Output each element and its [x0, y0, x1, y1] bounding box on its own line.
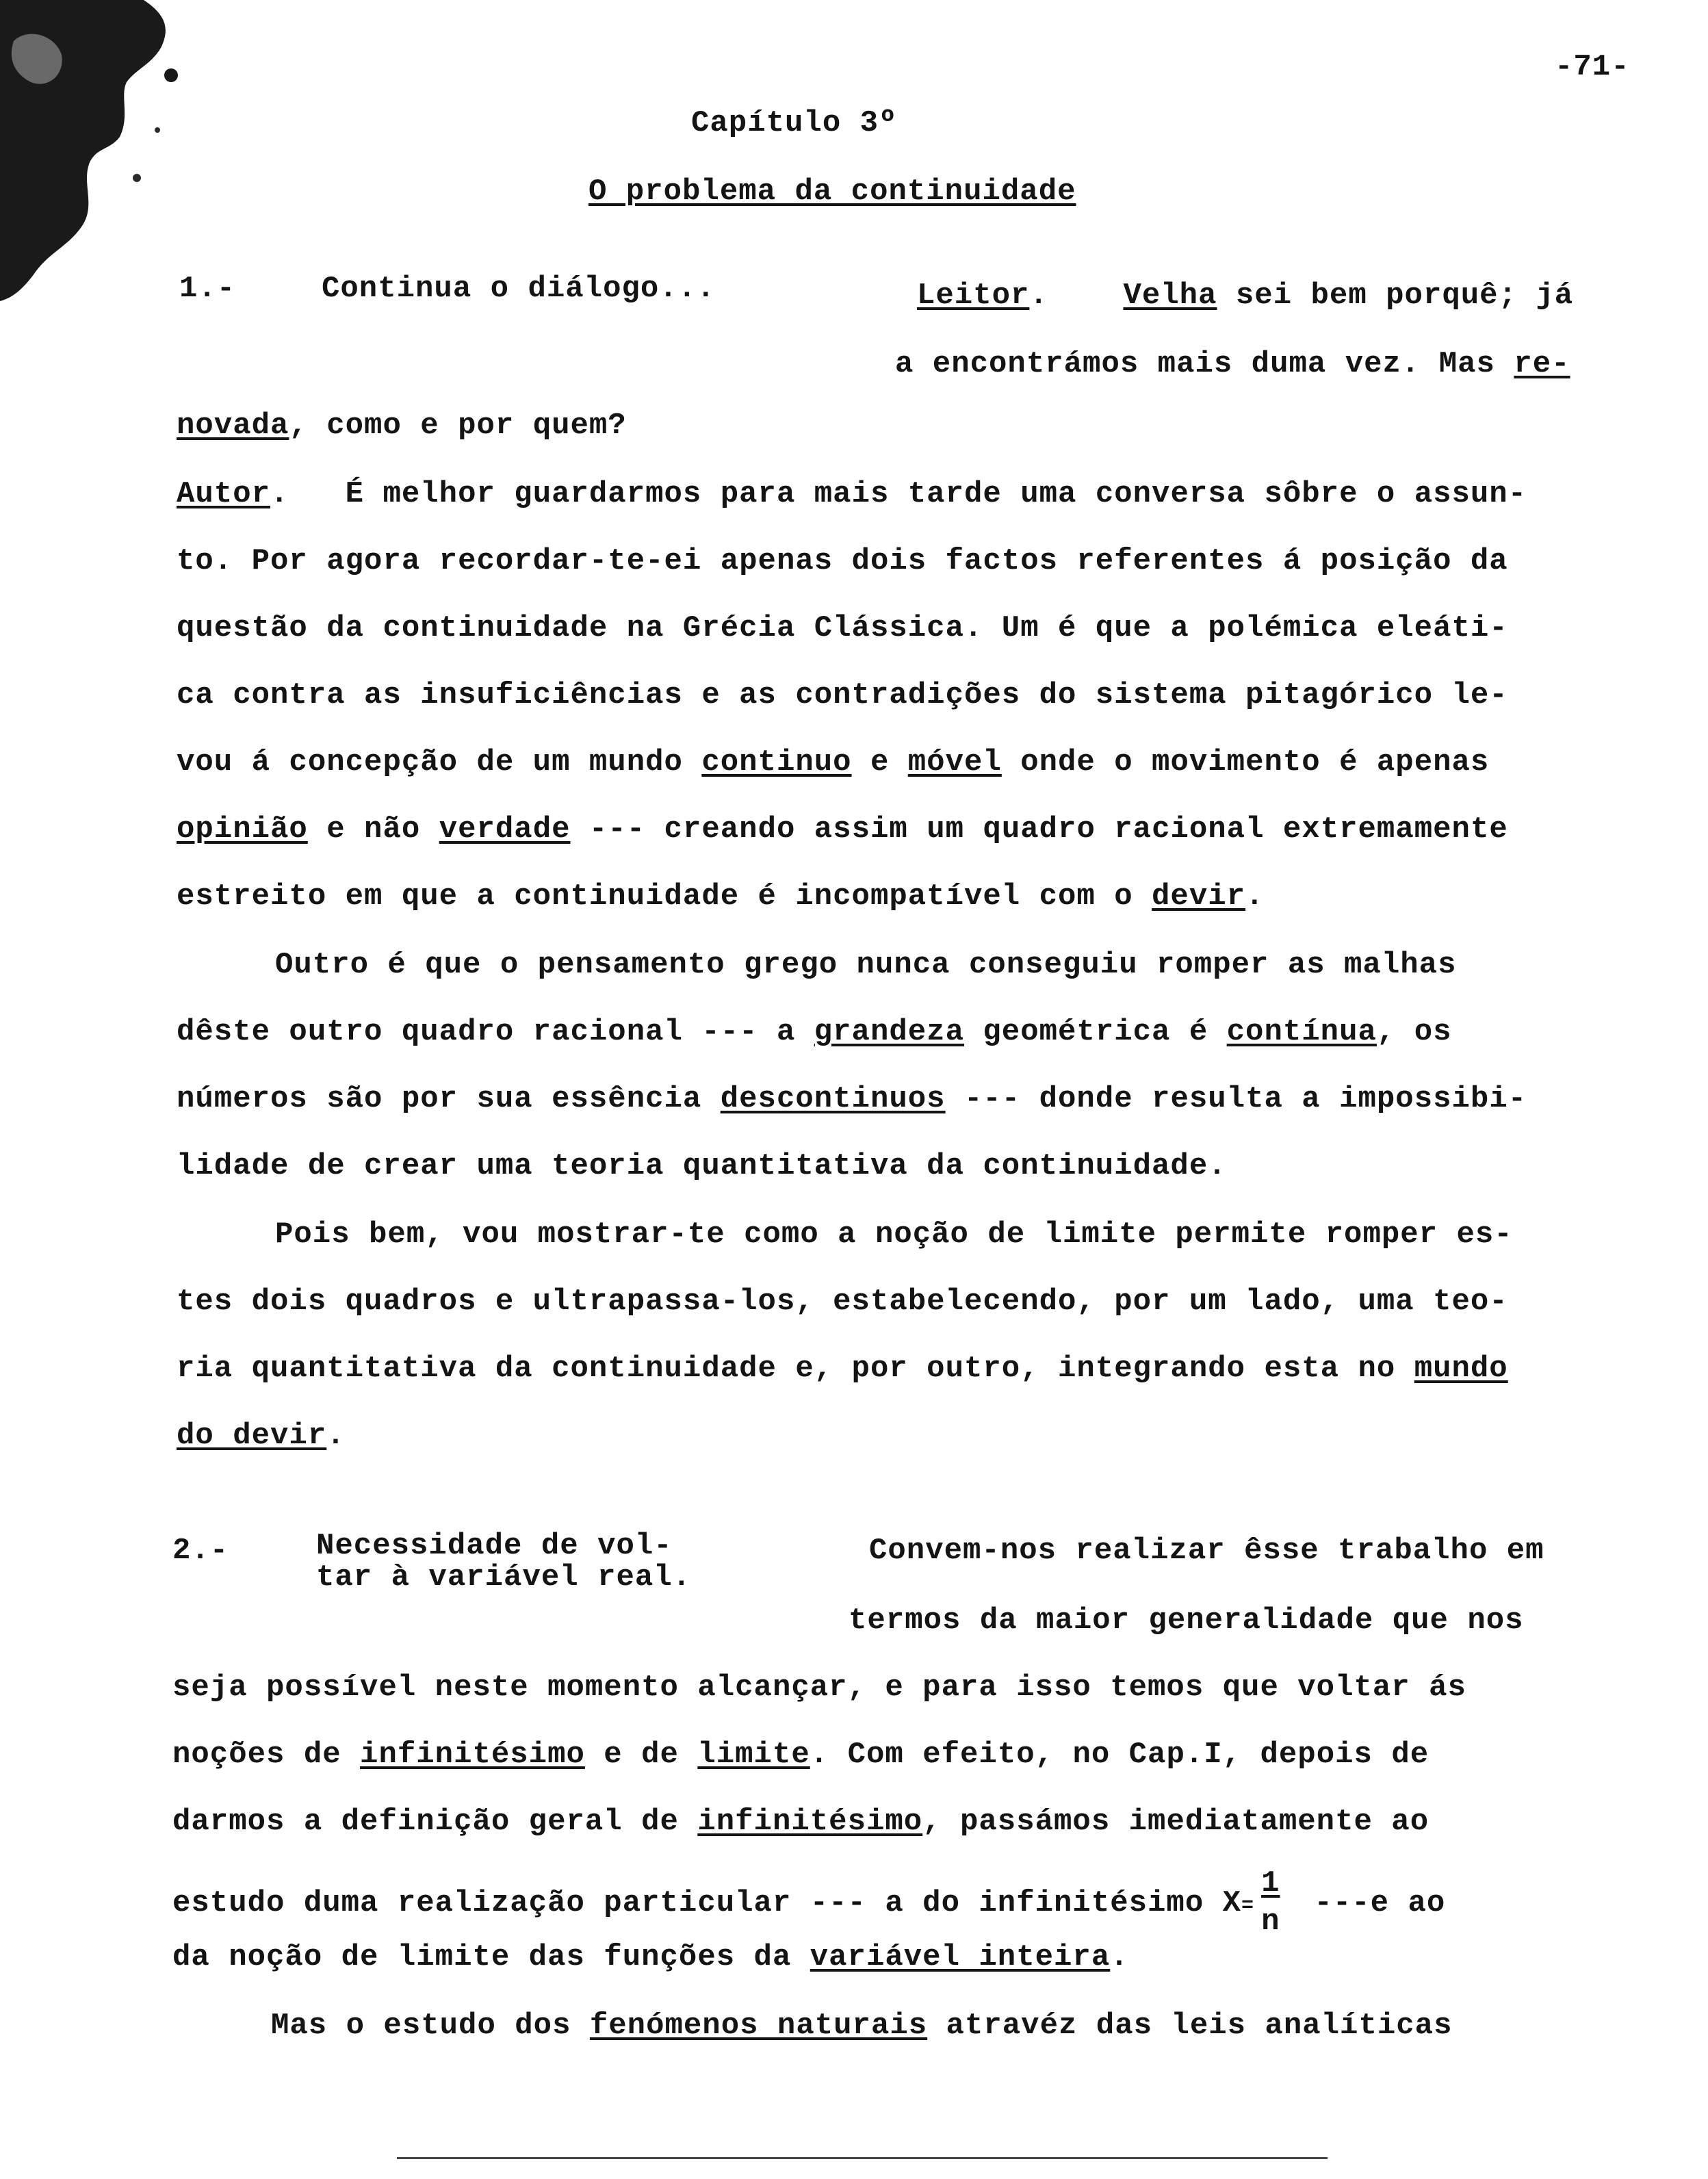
emphasis-re: re-: [1514, 347, 1570, 381]
paragraph-line: [172, 1801, 1429, 1842]
section-2-number: 2.-: [172, 1534, 229, 1568]
paragraph-line: [172, 1866, 1446, 1939]
emphasis-continua: contínua: [1226, 1015, 1377, 1049]
text-segment: , os: [1376, 1015, 1452, 1049]
text-segment: --- creando assim um quadro racional extremamente: [570, 812, 1508, 847]
paragraph-line: [177, 1348, 1508, 1389]
emphasis-descontinuos: descontinuos: [720, 1082, 946, 1116]
chapter-title: Capítulo 3º: [691, 106, 898, 140]
fraction-denominator: n: [1261, 1905, 1280, 1939]
section-1-right-line-2: [895, 344, 1570, 385]
emphasis-opiniao: opinião: [177, 812, 308, 847]
text-segment: e: [851, 745, 908, 779]
page-number: -71-: [1555, 50, 1630, 84]
text-segment: sei bem porquê; já: [1217, 279, 1574, 313]
section-2-heading-line-2: tar à variável real.: [316, 1560, 692, 1595]
emphasis-limite: limite: [697, 1738, 810, 1772]
emphasis-mundo: mundo: [1414, 1352, 1508, 1386]
paragraph-line: [177, 474, 1527, 515]
section-1-right-line-1: [917, 275, 1573, 316]
paragraph-line: [177, 742, 1489, 783]
paragraph-line: tes dois quadros e ultrapassa-los, estabelecendo, por um lado, uma teo-: [177, 1285, 1508, 1319]
fraction-1-over-n: [1254, 1866, 1295, 1939]
text-segment: atravéz das leis analíticas: [927, 2009, 1453, 2043]
text-segment: .: [1245, 879, 1265, 914]
text-segment: .: [1110, 1940, 1129, 1974]
emphasis-variavel-inteira: variável inteira: [810, 1940, 1111, 1974]
emphasis-continuo: continuo: [701, 745, 852, 779]
text-segment: da noção de limite das funções da: [172, 1940, 810, 1974]
text-segment: , passámos imediatamente ao: [922, 1805, 1429, 1839]
fraction-numerator: 1: [1261, 1866, 1280, 1900]
emphasis-infinitesimo: infinitésimo: [360, 1738, 585, 1772]
emphasis-verdade: verdade: [439, 812, 571, 847]
paragraph-line: [177, 1079, 1527, 1120]
paragraph-line: [177, 405, 627, 446]
paragraph-line: [271, 2005, 1452, 2046]
text-segment: e não: [307, 812, 439, 847]
emphasis-fenomenos-naturais: fenómenos naturais: [589, 2009, 928, 2043]
paragraph-line: to. Por agora recordar-te-ei apenas dois factos referentes á posição da: [177, 544, 1508, 578]
text-segment: , como e por quem?: [289, 409, 627, 443]
text-segment: números são por sua essência: [177, 1082, 721, 1116]
text-segment: . É melhor guardarmos para mais tarde uma conversa sôbre o assun-: [270, 477, 1527, 511]
emphasis-grandeza: grandeza: [814, 1015, 964, 1049]
emphasis-infinitesimo-2: infinitésimo: [697, 1805, 923, 1839]
speaker-autor: Autor: [177, 477, 271, 511]
text-segment: .: [1029, 279, 1124, 313]
emphasis-movel: móvel: [907, 745, 1002, 779]
section-1-heading: Continua o diálogo...: [322, 272, 716, 306]
chapter-subtitle: O problema da continuidade: [588, 175, 1076, 209]
emphasis-do-devir: do devir: [177, 1419, 327, 1453]
text-segment: .: [326, 1419, 346, 1453]
section-2-heading-line-1: Necessidade de vol-: [316, 1529, 673, 1563]
paragraph-line: [177, 809, 1508, 850]
text-segment: . Com efeito, no Cap.I, depois de: [810, 1738, 1429, 1772]
text-segment: ---e ao: [1295, 1886, 1446, 1920]
text-segment: onde o movimento é apenas: [1001, 745, 1490, 779]
footer-rule: [397, 2157, 1328, 2159]
emphasis-velha: Velha: [1123, 279, 1217, 313]
text-segment: Mas o estudo dos: [271, 2009, 590, 2043]
text-segment: a encontrámos mais duma vez. Mas: [895, 347, 1514, 381]
section-2-right-line-2: termos da maior generalidade que nos: [849, 1603, 1524, 1638]
paragraph-line: Pois bem, vou mostrar-te como a noção de limite permite romper es-: [275, 1217, 1513, 1252]
section-1-number: 1.-: [179, 272, 236, 306]
paragraph-line: ca contra as insuficiências e as contradições do sistema pitagórico le-: [177, 678, 1508, 712]
text-segment: --- donde resulta a impossibi-: [945, 1082, 1527, 1116]
equals-sign: =: [1241, 1894, 1255, 1918]
paragraph-line: seja possível neste momento alcançar, e para isso temos que voltar ás: [172, 1671, 1466, 1705]
text-segment: geométrica é: [963, 1015, 1227, 1049]
paragraph-line: questão da continuidade na Grécia Clássica. Um é que a polémica eleáti-: [177, 611, 1508, 645]
paragraph-line: [177, 876, 1264, 917]
text-segment: darmos a definição geral de: [172, 1805, 698, 1839]
text-segment: vou á concepção de um mundo: [177, 745, 702, 779]
paragraph-line: lidade de crear uma teoria quantitativa da continuidade.: [177, 1149, 1227, 1183]
text-segment: e de: [584, 1738, 698, 1772]
text-segment: ria quantitativa da continuidade e, por outro, integrando esta no: [177, 1352, 1414, 1386]
ink-blot-stain: [0, 0, 192, 301]
text-segment: estreito em que a continuidade é incompatível com o: [177, 879, 1152, 914]
text-segment: dêste outro quadro racional --- a: [177, 1015, 814, 1049]
emphasis-novada: novada: [177, 409, 289, 443]
paragraph-line: [172, 1937, 1129, 1978]
paragraph-line: [177, 1415, 346, 1456]
text-segment: noções de: [172, 1738, 361, 1772]
paragraph-line: Outro é que o pensamento grego nunca conseguiu romper as malhas: [275, 948, 1457, 982]
text-segment: estudo duma realização particular --- a do infinitésimo X: [172, 1886, 1242, 1920]
section-2-right-line-1: Convem-nos realizar êsse trabalho em: [869, 1534, 1544, 1568]
paragraph-line: [172, 1734, 1429, 1775]
emphasis-devir: devir: [1152, 879, 1246, 914]
paragraph-line: [177, 1011, 1452, 1053]
speaker-leitor: Leitor: [917, 279, 1030, 313]
